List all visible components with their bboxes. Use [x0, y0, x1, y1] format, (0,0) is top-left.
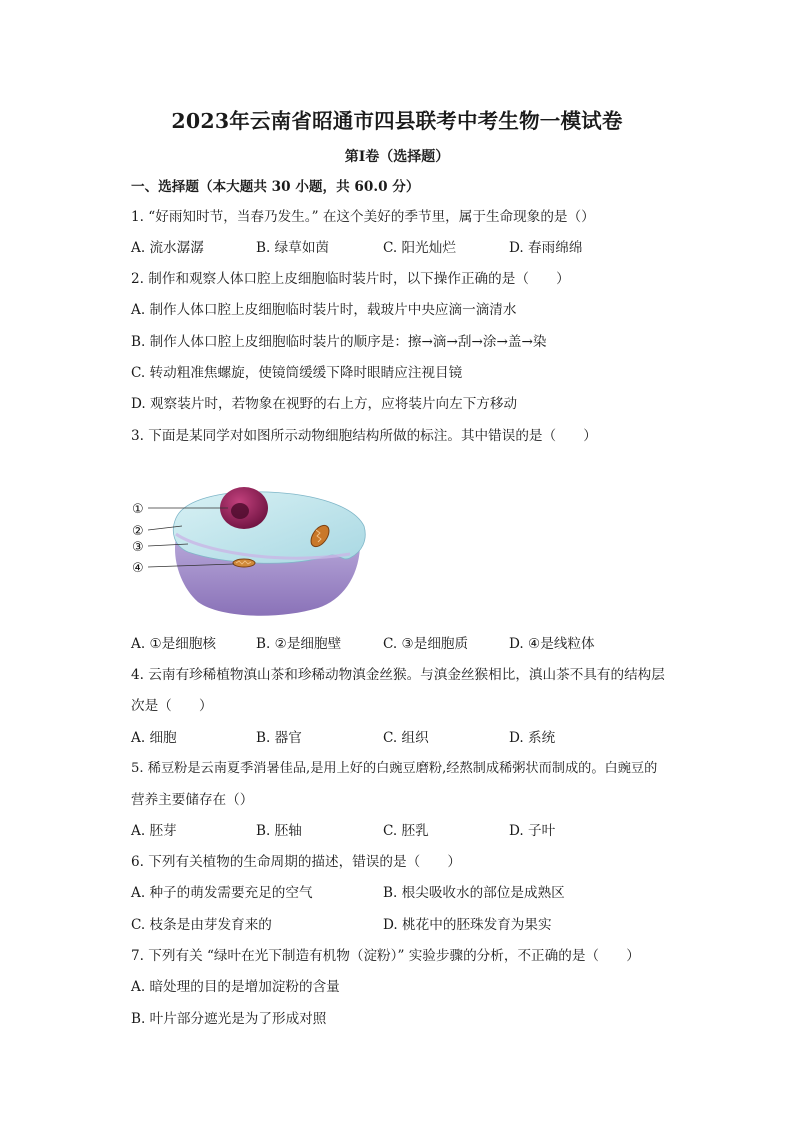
question-6-option-d: D. 桃花中的胚珠发育为果实 — [383, 917, 552, 933]
question-4-option-d: D. 系统 — [509, 730, 556, 746]
animal-cell-diagram — [128, 478, 368, 623]
question-2-option-d: D. 观察装片时，若物象在视野的右上方，应将装片向左下方移动 — [131, 396, 518, 412]
figure-label-1: ① — [132, 502, 144, 517]
section-heading: 一、选择题（本大题共 30 小题，共 60.0 分） — [131, 179, 420, 195]
question-6-option-c: C. 枝条是由芽发育来的 — [131, 917, 272, 933]
question-5-option-b: B. 胚轴 — [256, 823, 302, 839]
question-5-stem-line-2: 营养主要储存在（） — [131, 792, 254, 808]
question-2-option-c: C. 转动粗准焦螺旋，使镜筒缓缓下降时眼睛应注视目镜 — [131, 365, 463, 381]
question-6-stem: 6. 下列有关植物的生命周期的描述，错误的是（ ） — [131, 854, 461, 870]
question-3-option-c: C. ③是细胞质 — [383, 636, 469, 652]
question-6-option-b: B. 根尖吸收水的部位是成熟区 — [383, 885, 565, 901]
question-1-option-a: A. 流水潺潺 — [131, 240, 204, 256]
question-4-option-b: B. 器官 — [256, 730, 302, 746]
figure-label-4: ④ — [132, 561, 144, 576]
question-1-option-b: B. 绿草如茵 — [256, 240, 330, 256]
figure-label-2: ② — [132, 524, 144, 539]
cell-cytoplasm-surface — [173, 492, 365, 563]
question-7-option-a: A. 暗处理的目的是增加淀粉的含量 — [131, 979, 340, 995]
question-4-option-c: C. 组织 — [383, 730, 429, 746]
question-5-option-d: D. 子叶 — [509, 823, 556, 839]
question-4-stem-line-2: 次是（ ） — [131, 698, 213, 714]
question-1-stem: 1. “好雨知时节，当春乃发生。” 在这个美好的季节里，属于生命现象的是（） — [131, 209, 595, 225]
figure-label-3: ③ — [132, 540, 144, 555]
volume-heading: 第Ⅰ卷（选择题） — [344, 149, 450, 165]
question-4-stem-line-1: 4. 云南有珍稀植物滇山茶和珍稀动物滇金丝猴。与滇金丝猴相比，滇山茶不具有的结构层 — [131, 667, 665, 683]
question-7-stem: 7. 下列有关 “绿叶在光下制造有机物（淀粉）” 实验步骤的分析，不正确的是（ ） — [131, 948, 640, 964]
question-5-stem-line-1: 5. 稀豆粉是云南夏季消暑佳品,是用上好的白豌豆磨粉,经熬制成稀粥状而制成的。白豌豆的 — [131, 761, 658, 776]
question-3-stem: 3. 下面是某同学对如图所示动物细胞结构所做的标注。其中错误的是（ ） — [131, 428, 597, 444]
question-3-option-b: B. ②是细胞壁 — [256, 636, 342, 652]
question-5-option-a: A. 胚芽 — [131, 823, 177, 839]
question-2-option-b: B. 制作人体口腔上皮细胞临时装片的顺序是：擦→滴→刮→涂→盖→染 — [131, 334, 547, 350]
question-6-option-a: A. 种子的萌发需要充足的空气 — [131, 885, 313, 901]
question-1-option-c: C. 阳光灿烂 — [383, 240, 456, 256]
question-1-option-d: D. 春雨绵绵 — [509, 240, 583, 256]
question-4-option-a: A. 细胞 — [131, 730, 177, 746]
question-3-option-a: A. ①是细胞核 — [131, 636, 217, 652]
question-2-option-a: A. 制作人体口腔上皮细胞临时装片时，载玻片中央应滴一滴清水 — [131, 302, 517, 318]
question-3-option-d: D. ④是线粒体 — [509, 636, 595, 652]
question-2-stem: 2. 制作和观察人体口腔上皮细胞临时装片时，以下操作正确的是（ ） — [131, 271, 570, 287]
nucleolus — [231, 503, 249, 519]
page-title: 2023年云南省昭通市四县联考中考生物一模试卷 — [171, 109, 623, 133]
question-5-option-c: C. 胚乳 — [383, 823, 429, 839]
question-7-option-b: B. 叶片部分遮光是为了形成对照 — [131, 1011, 327, 1027]
